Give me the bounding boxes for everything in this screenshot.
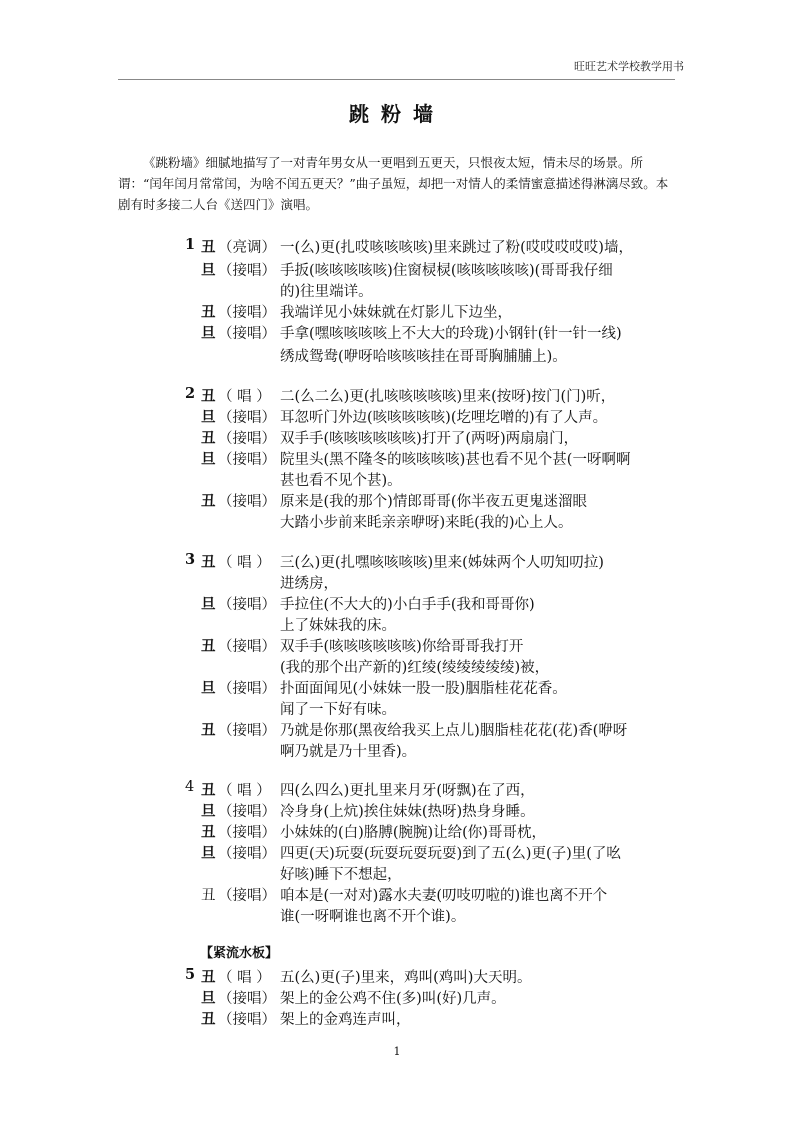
role-label: 旦 <box>201 262 216 279</box>
lyric-text: 我端详见小妹妹就在灯影儿下边坐， <box>280 305 512 321</box>
role-label: 旦 <box>201 803 216 820</box>
lyric-text: 一(么)更(扎哎咳咳咳咳)里来跳过了粉(哎哎哎哎哎)墙， <box>280 240 633 256</box>
role-label: 旦 <box>201 990 216 1007</box>
singing-mode: （ 唱 ） <box>218 389 271 405</box>
header-note: 旺旺艺术学校教学用书 <box>574 60 684 73</box>
singing-mode: （接唱） <box>218 410 276 426</box>
verse-number: 4 <box>185 779 195 795</box>
role-label: 旦 <box>201 680 216 697</box>
lyric-text: 架上的金鸡连声叫， <box>280 1012 411 1028</box>
lyric-text: 的)往里端详。 <box>280 284 373 300</box>
singing-mode: （ 唱 ） <box>218 970 271 986</box>
lyric-text: 闻了一下好有味。 <box>280 702 396 718</box>
singing-mode: （接唱） <box>218 597 276 613</box>
singing-mode: （接唱） <box>218 825 276 841</box>
page-title: 跳粉墙 <box>349 102 445 126</box>
singing-mode: （接唱） <box>218 804 276 820</box>
role-label: 旦 <box>201 409 216 426</box>
verse-number: 3 <box>185 551 196 568</box>
lyric-text: 院里头(黑不隆冬的咳咳咳咳)甚也看不见个甚(一呀啊啊 <box>280 452 631 468</box>
lyric-text: 二(么二么)更(扎咳咳咳咳咳)里来(按呀)按门(门)听， <box>280 389 616 405</box>
role-label: 丑 <box>201 554 216 571</box>
lyric-text: 好咳)睡下不想起， <box>280 867 402 883</box>
verse-number: 2 <box>185 385 196 402</box>
role-label: 旦 <box>201 596 216 613</box>
page-number: 1 <box>393 1045 401 1058</box>
role-label: 旦 <box>201 451 216 468</box>
singing-mode: （接唱） <box>218 639 276 655</box>
role-label: 丑 <box>201 722 216 739</box>
singing-mode: （接唱） <box>218 888 276 904</box>
singing-mode: （亮调） <box>218 240 276 256</box>
role-label: 丑 <box>201 388 216 405</box>
role-label: 丑 <box>201 824 216 841</box>
lyric-text: 手拿(嘿咳咳咳咳上不大大的玲珑)小钢针(针一针一线) <box>280 326 622 342</box>
lyric-text: (我的那个出产新的)红绫(绫绫绫绫绫)被， <box>280 660 550 676</box>
lyric-text: 四更(天)玩耍(玩耍玩耍玩耍)到了五(么)更(子)里(了吆 <box>280 846 621 862</box>
lyric-text: 谁(一呀啊谁也离不开个谁)。 <box>280 909 466 925</box>
lyric-text: 小妹妹的(白)胳膊(腕腕)让给(你)哥哥枕， <box>280 825 546 841</box>
lyric-text: 扑面面闻见(小妹妹一股一股)胭脂桂花花香。 <box>280 681 567 697</box>
role-label: 旦 <box>201 845 216 862</box>
verse-number: 5 <box>185 966 196 983</box>
lyric-text: 手扳(咳咳咳咳咳)住窗棂棂(咳咳咳咳咳)(哥哥我仔细 <box>280 263 613 279</box>
lyric-text: 啊乃就是乃十里香)。 <box>280 744 417 760</box>
lyric-text: 乃就是你那(黑夜给我买上点儿)胭脂桂花花(花)香(咿呀 <box>280 723 628 739</box>
role-label: 丑 <box>201 888 216 904</box>
singing-mode: （接唱） <box>218 681 276 697</box>
role-label: 丑 <box>201 1011 216 1028</box>
singing-mode: （ 唱 ） <box>218 555 271 571</box>
singing-mode: （接唱） <box>218 494 276 510</box>
lyric-text: 冷身身(上炕)挨住妹妹(热呀)热身身睡。 <box>280 804 535 820</box>
lyric-text: 双手手(咳咳咳咳咳咳)你给哥哥我打开 <box>280 639 524 655</box>
singing-mode: （接唱） <box>218 452 276 468</box>
lyric-text: 咱本是(一对对)露水夫妻(叨吱叨啦的)谁也离不开个 <box>280 888 608 904</box>
lyric-text: 原来是(我的那个)情郎哥哥(你半夜五更鬼迷溜眼 <box>280 494 587 510</box>
lyric-text: 手拉住(不大大的)小白手手(我和哥哥你) <box>280 597 535 613</box>
intro-paragraph: 《跳粉墙》细腻地描写了一对青年男女从一更唱到五更天，只恨夜太短，情未尽的场景。所谓：“闰年闰月常常闰，为啥不闰五更天？”曲子虽短，却把一对情人的柔情蜜意描述得淋漓尽致。本剧有时多接二人台《送四门》演唱。 <box>118 155 669 212</box>
lyric-text: 上了妹妹我的床。 <box>280 618 396 634</box>
role-label: 丑 <box>201 304 216 321</box>
lyric-text: 架上的金公鸡不住(多)叫(好)几声。 <box>280 991 506 1007</box>
singing-mode: （接唱） <box>218 263 276 279</box>
lyric-text: 进绣房， <box>280 576 338 592</box>
lyric-text: 双手手(咳咳咳咳咳咳)打开了(两呀)两扇扇门， <box>280 431 579 447</box>
lyric-text: 绣成鸳鸯(咿呀哈咳咳咳挂在哥哥胸脯脯上)。 <box>280 349 567 365</box>
singing-mode: （接唱） <box>218 723 276 739</box>
verse-number: 1 <box>185 236 196 253</box>
lyric-text: 四(么四么)更扎里来月牙(呀飘)在了西， <box>280 783 535 799</box>
singing-mode: （接唱） <box>218 846 276 862</box>
role-label: 旦 <box>201 325 216 342</box>
section-label: 【紧流水板】 <box>200 946 279 961</box>
singing-mode: （接唱） <box>218 991 276 1007</box>
singing-mode: （接唱） <box>218 431 276 447</box>
role-label: 丑 <box>201 782 216 799</box>
role-label: 丑 <box>201 638 216 655</box>
role-label: 丑 <box>201 493 216 510</box>
role-label: 丑 <box>201 969 216 986</box>
lyric-text: 三(么)更(扎嘿咳咳咳咳)里来(姊妹两个人叨知叨拉) <box>280 555 604 571</box>
role-label: 丑 <box>201 430 216 447</box>
role-label: 丑 <box>201 239 216 256</box>
singing-mode: （接唱） <box>218 1012 276 1028</box>
singing-mode: （接唱） <box>218 326 276 342</box>
header-divider <box>118 79 675 80</box>
lyric-text: 甚也看不见个甚)。 <box>280 473 402 489</box>
lyric-text: 大踏小步前来眊亲亲咿呀)来眊(我的)心上人。 <box>280 515 573 531</box>
singing-mode: （ 唱 ） <box>218 783 271 799</box>
lyric-text: 五(么)更(子)里来，鸡叫(鸡叫)大天明。 <box>280 970 532 986</box>
singing-mode: （接唱） <box>218 305 276 321</box>
lyric-text: 耳忽听门外边(咳咳咳咳咳)(圪哩圪噌的)有了人声。 <box>280 410 608 426</box>
